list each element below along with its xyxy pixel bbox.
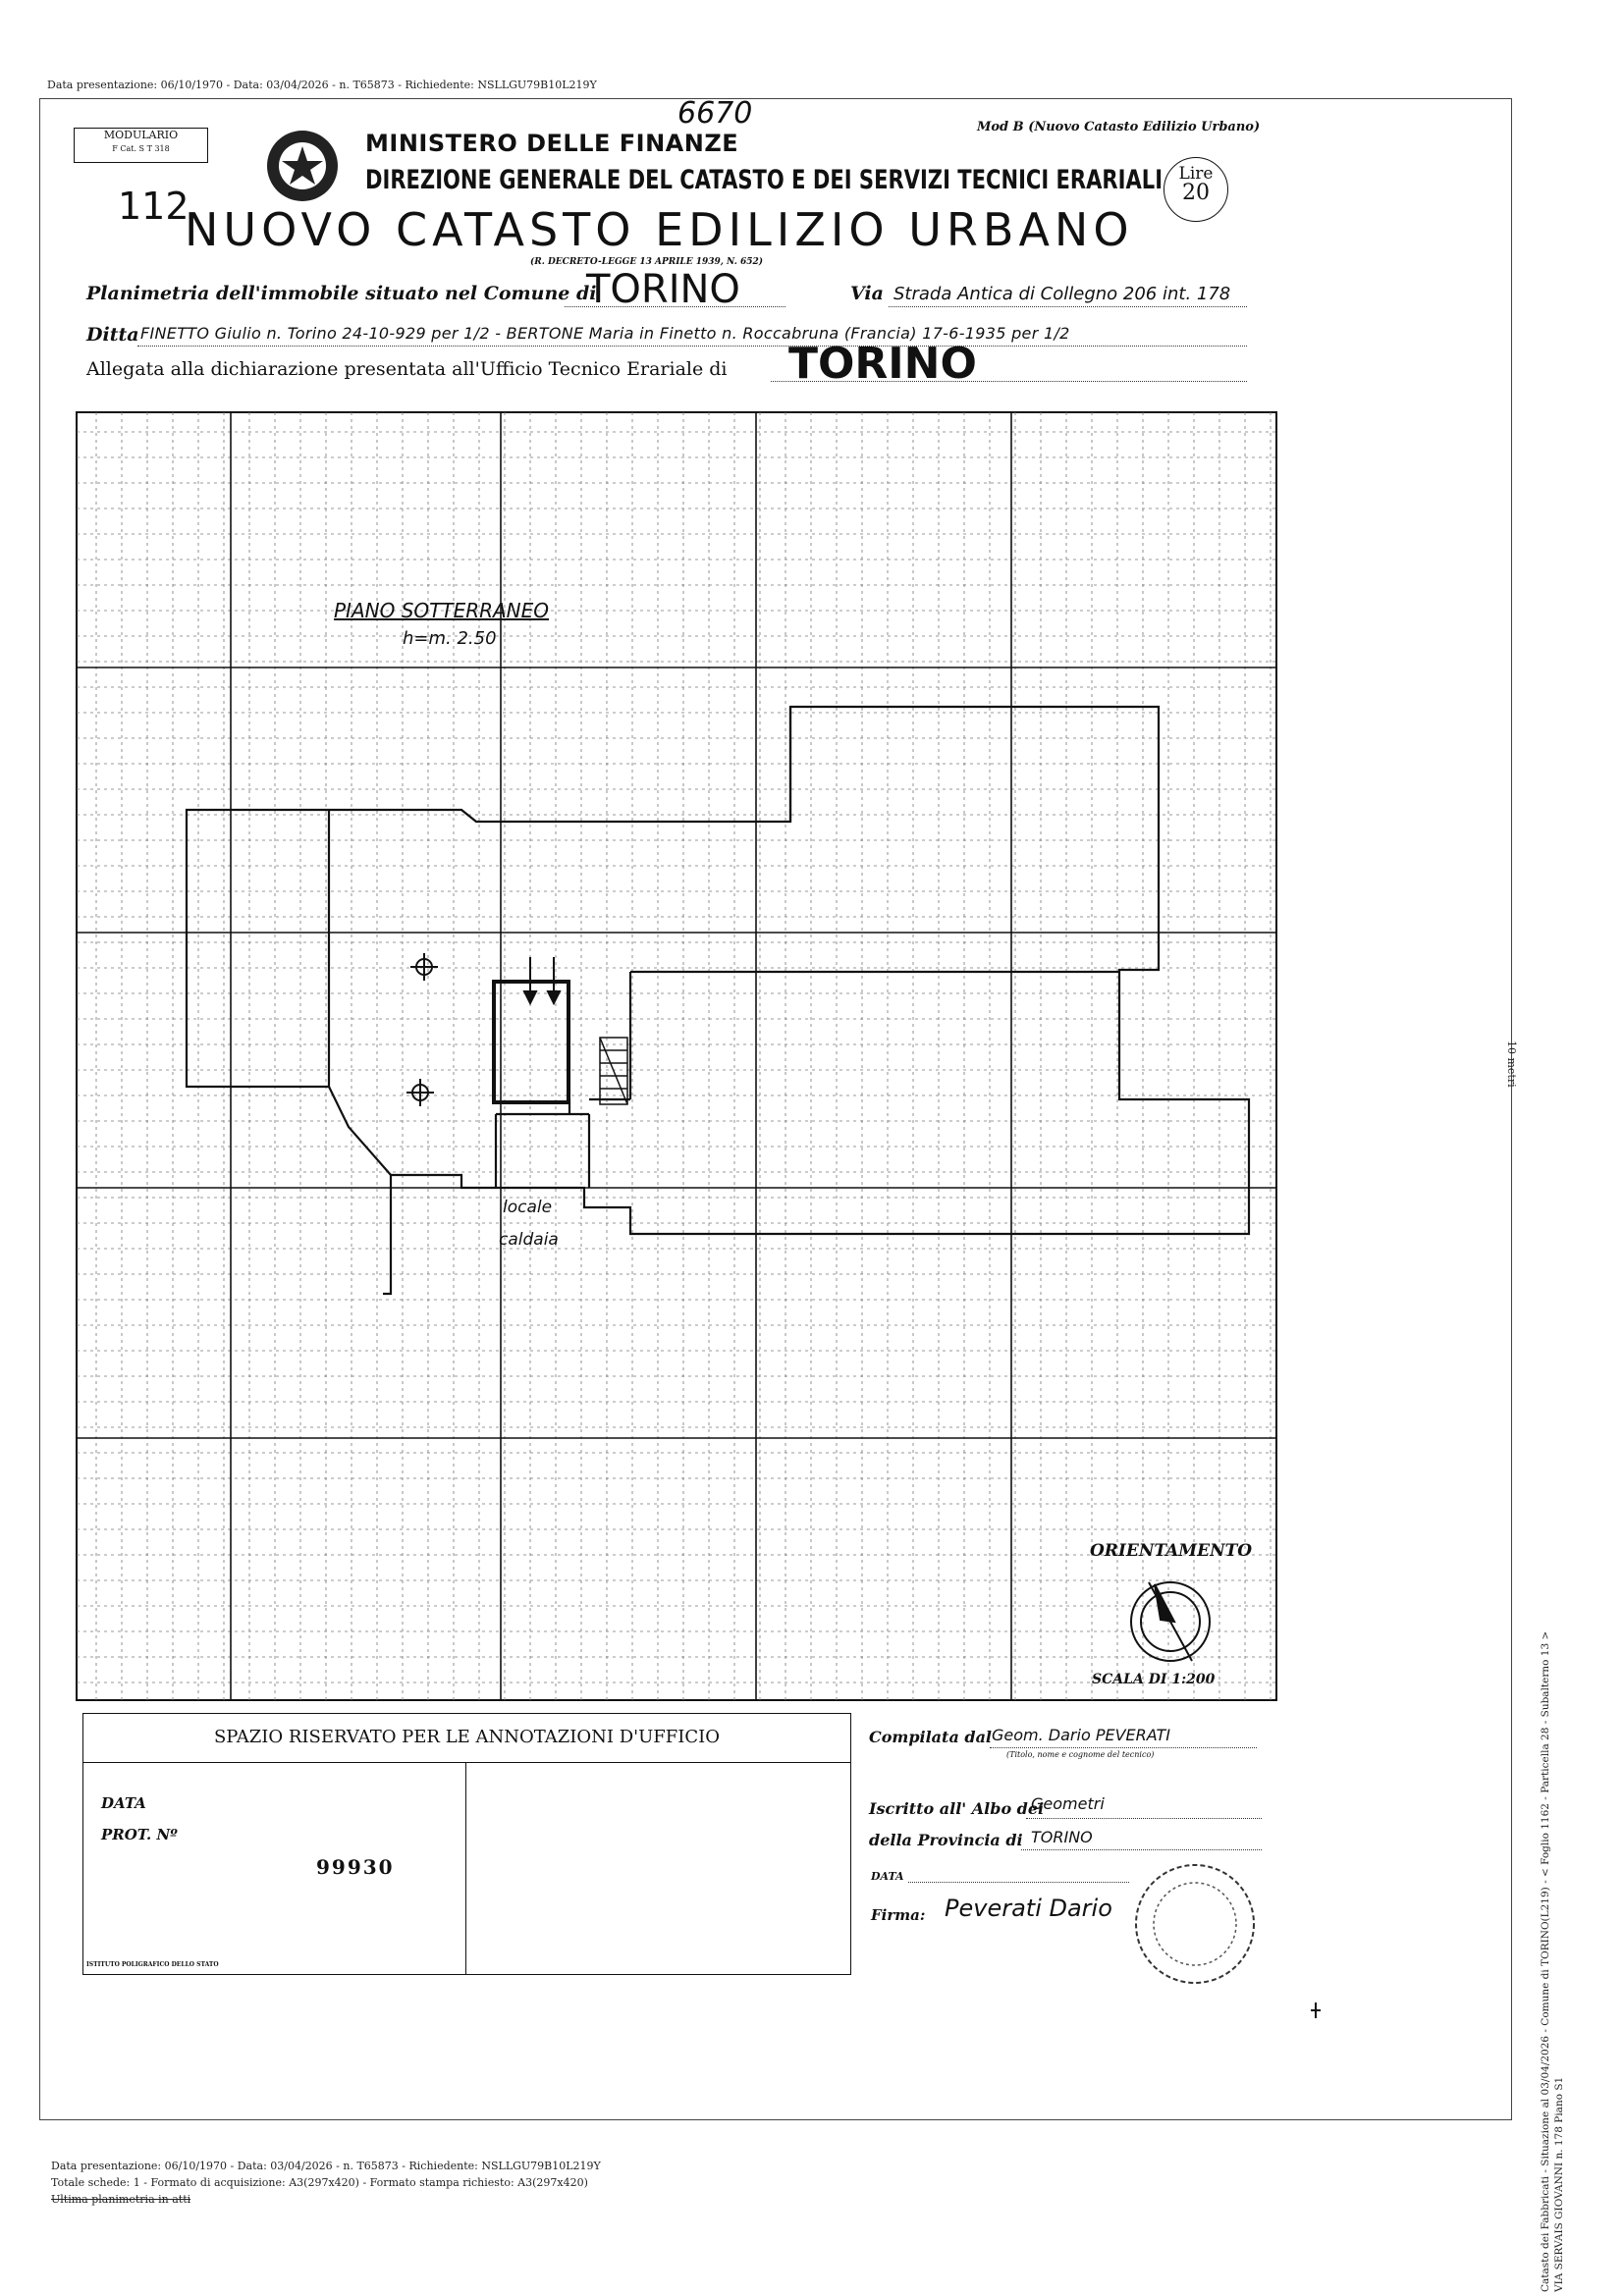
side-short-text: 10 metri [1505,1041,1518,1088]
modulario-title: MODULARIO [103,129,179,141]
decree-text: (R. DECRETO-LEGGE 13 APRILE 1939, N. 652) [530,257,764,267]
compilata-data-label: DATA [871,1870,904,1883]
prot-number: 99930 [316,1855,395,1879]
allegata-label: Allegata alla dichiarazione presentata all'Ufficio Tecnico Erariale di [86,358,728,380]
printer-label: ISTITUTO POLIGRAFICO DELLO STATO [86,1961,219,1968]
signature: Peverati Dario [945,1895,1112,1922]
provincia-line [1021,1849,1262,1850]
iscritto-value: Geometri [1031,1794,1105,1813]
direzione-title: DIREZIONE GENERALE DEL CATASTO E DEI SERVIZI TECNICI ERARIALI [365,165,1164,195]
ministry-title: MINISTERO DELLE FINANZE [365,130,739,157]
compilata-value: Geom. Dario PEVERATI [992,1726,1171,1744]
compilata-line [990,1747,1257,1748]
floor-label: PIANO SOTTERRANEO [334,599,550,622]
annotations-header: SPAZIO RISERVATO PER LE ANNOTAZIONI D'UFFICIO [82,1713,851,1763]
lire-label: Lire [1178,164,1214,184]
firma-label: Firma: [871,1906,926,1924]
provincia-label: della Provincia di [869,1831,1023,1849]
bottom-meta-line-3: Ultima planimetria in atti [51,2193,191,2206]
main-title: NUOVO CATASTO EDILIZIO URBANO [185,203,1134,256]
planimetria-label: Planimetria dell'immobile situato nel Comune di [86,283,597,304]
via-label: Via [850,283,884,304]
bottom-meta-line-1: Data presentazione: 06/10/1970 - Data: 03/04/2026 - n. T65873 - Richiedente: NSLLGU79B10L219Y [51,2160,601,2172]
room-label-locale: locale [503,1198,553,1217]
bottom-meta-line-2: Totale schede: 1 - Formato di acquisizione: A3(297x420) - Formato stampa richiesto: A3(297x420) [51,2176,588,2189]
compilata-data-line [908,1882,1129,1883]
stairs-icon [600,1038,627,1104]
room-label-caldaia: caldaia [499,1230,559,1250]
handwritten-number: 6670 [677,96,753,131]
column-marker-icon [406,953,438,1106]
allegata-value: TORINO [788,339,977,386]
bottom-metadata [51,2158,601,2208]
orientamento-label: ORIENTAMENTO [1090,1541,1253,1561]
top-metadata: Data presentazione: 06/10/1970 - Data: 03/04/2026 - n. T65873 - Richiedente: NSLLGU79B10L219Y [47,79,597,91]
compilata-sub: (Titolo, nome e cognome del tecnico) [1006,1750,1155,1759]
handwritten-112: 112 [118,185,189,228]
mod-b-label: Mod B (Nuovo Catasto Edilizio Urbano) [977,120,1261,134]
side-long-text-2: VIA SERVAIS GIOVANNI n. 178 Piano S1 [1553,2076,1565,2292]
iscritto-line [1026,1818,1262,1819]
scale-label: SCALA DI 1:200 [1092,1672,1216,1687]
plan-grid [77,412,1276,1700]
side-long-text-1: Catasto dei Fabbricati - Situazione al 03/04/2026 - Comune di TORINO(L219) - < Foglio 1162 - Particella 28 - Subalterno 13 > [1540,1630,1551,2292]
provincia-value: TORINO [1031,1828,1093,1846]
compilata-label: Compilata dal [869,1728,993,1746]
annotations-prot-label: PROT. Nº [101,1826,178,1843]
annotations-divider [465,1762,466,1975]
ditta-value: FINETTO Giulio n. Torino 24-10-929 per 1/2 - BERTONE Maria in Finetto n. Roccabruna (Francia) 17-6-1935 per 1/2 [140,324,1070,343]
iscritto-label: Iscritto all' Albo dei [869,1799,1045,1818]
annotations-data-label: DATA [101,1794,146,1812]
comune-value: TORINO [586,267,740,312]
height-label: h=m. 2.50 [403,628,497,649]
lire-value: 20 [1182,181,1210,205]
ditta-label: Ditta [86,324,139,346]
building-outline [187,707,1249,1294]
modulario-code: F Cat. S T 318 [112,144,170,153]
via-value: Strada Antica di Collegno 206 int. 178 [893,284,1231,304]
